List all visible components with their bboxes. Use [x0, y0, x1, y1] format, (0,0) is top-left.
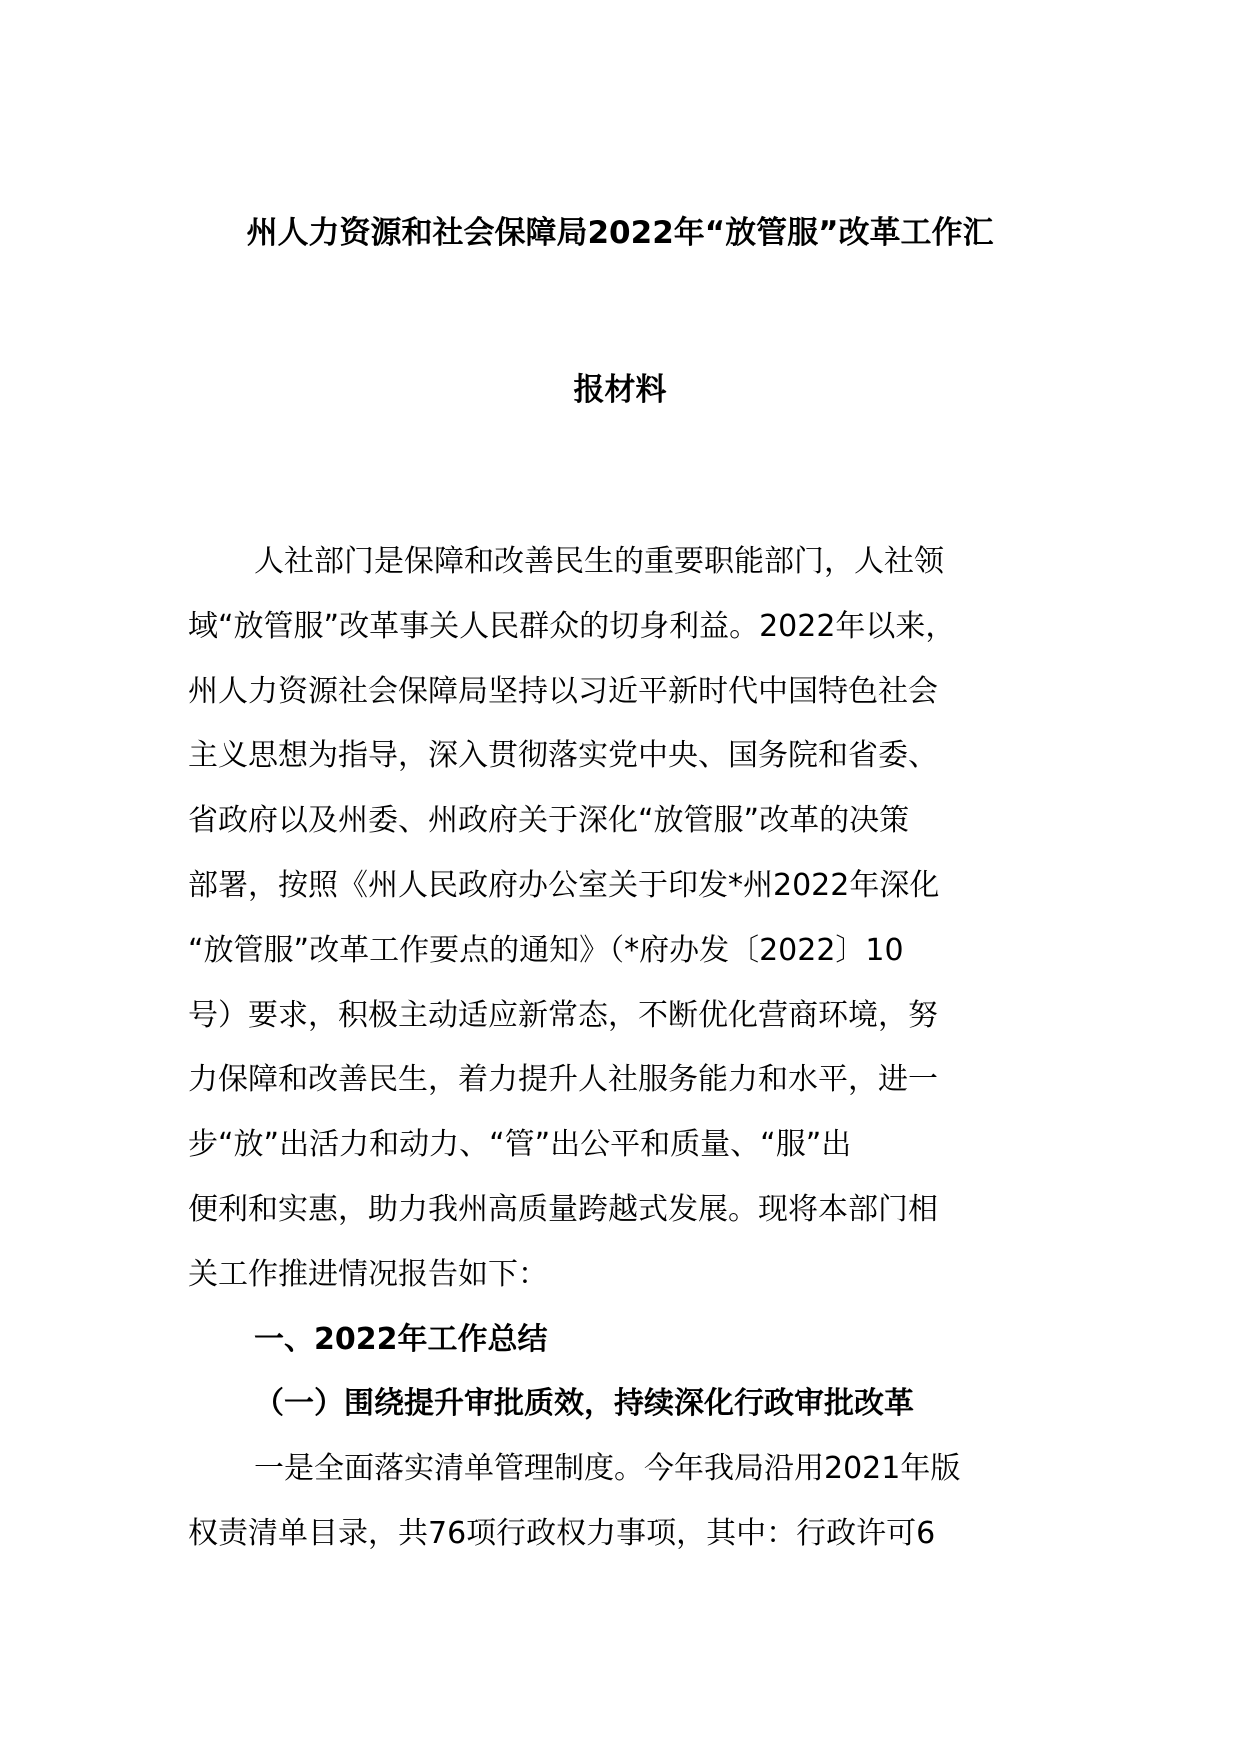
section-heading: 一、2022年工作总结: [254, 1321, 548, 1357]
intro-line: 步“放”出活力和动力、“管”出公平和质量、“服”出: [188, 1127, 852, 1163]
intro-line: 人社部门是保障和改善民生的重要职能部门，人社领: [254, 544, 944, 579]
intro-line: 关工作推进情况报告如下：: [188, 1256, 548, 1292]
intro-line: 省政府以及州委、州政府关于深化“放管服”改革的决策: [188, 803, 910, 839]
paragraph-line: 权责清单目录，共76项行政权力事项，其中：行政许可6: [188, 1515, 936, 1551]
intro-line: “放管服”改革工作要点的通知》（*府办发〔2022〕10: [188, 932, 904, 968]
document-title-line-2: 报材料: [573, 372, 667, 408]
subsection-heading: （一）围绕提升审批质效，持续深化行政审批改革: [254, 1386, 914, 1422]
intro-line: 号）要求，积极主动适应新常态，不断优化营商环境，努: [188, 997, 938, 1033]
intro-paragraph: [188, 530, 1068, 1308]
intro-line: 域“放管服”改革事关人民群众的切身利益。2022年以来，: [188, 608, 956, 644]
intro-line: 力保障和改善民生，着力提升人社服务能力和水平，进一: [188, 1062, 938, 1098]
intro-line: 便利和实惠，助力我州高质量跨越式发展。现将本部门相: [188, 1191, 938, 1227]
intro-line: 州人力资源社会保障局坚持以习近平新时代中国特色社会: [188, 673, 938, 709]
work-summary-paragraph: [188, 1437, 1068, 1567]
intro-line: 主义思想为指导，深入贯彻落实党中央、国务院和省委、: [188, 738, 938, 774]
document-body: [188, 530, 1068, 1567]
document-title-line-1: 州人力资源和社会保障局2022年“放管服”改革工作汇: [246, 215, 994, 251]
intro-line: 部署，按照《州人民政府办公室关于印发*州2022年深化: [188, 867, 940, 903]
paragraph-line: 一是全面落实清单管理制度。今年我局沿用2021年版: [254, 1451, 961, 1487]
